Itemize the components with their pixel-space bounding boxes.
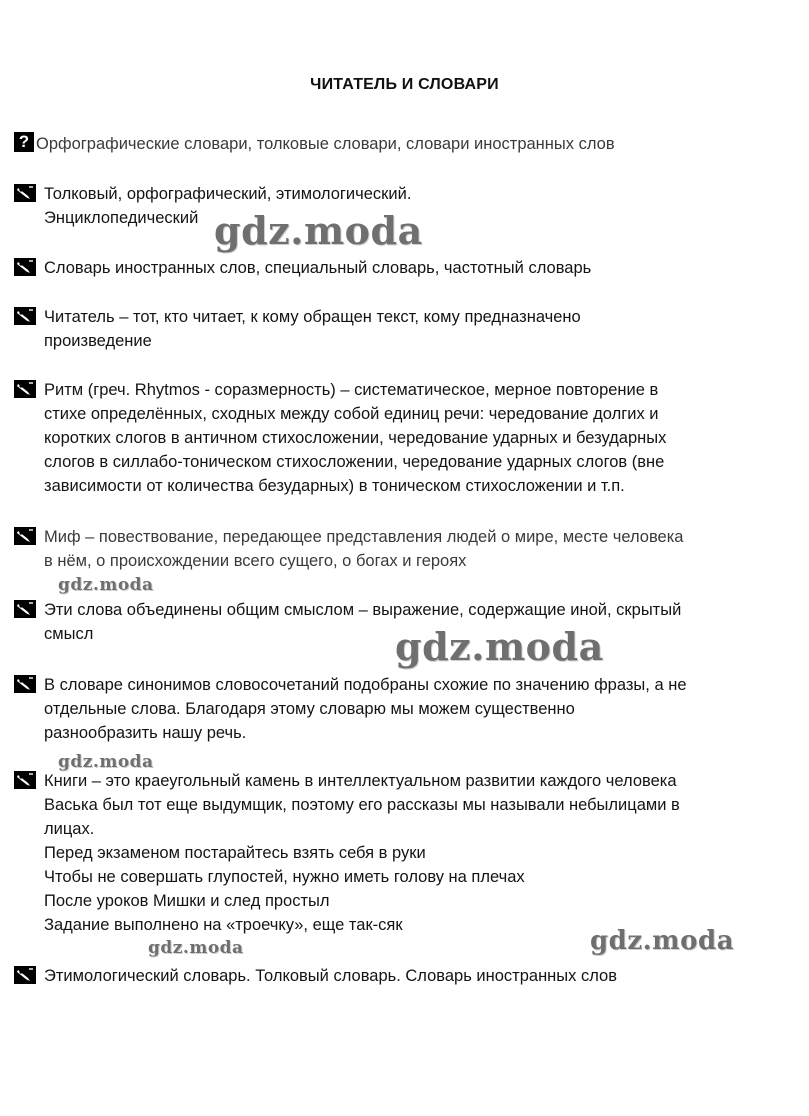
- answer-line: Ритм (греч. Rhytmos - соразмерность) – систематическое, мерное повторение в: [44, 381, 659, 399]
- answer-line: Читатель – тот, кто читает, к кому обращен текст, кому предназначено: [44, 308, 581, 326]
- answer-line: Энциклопедический: [44, 209, 199, 227]
- pencil-icon: [14, 771, 36, 789]
- answer-6: [14, 598, 774, 646]
- question-block: [14, 132, 774, 156]
- answer-line: слогов в силлабо-тоническом стихосложении, чередование ударных слогов (вне: [44, 453, 665, 471]
- answer-9: [14, 964, 774, 988]
- answer-line: в нём, о происхождении всего сущего, о богах и героях: [44, 552, 467, 570]
- answer-line: Чтобы не совершать глупостей, нужно иметь голову на плечах: [44, 868, 525, 886]
- answer-line: разнообразить нашу речь.: [44, 724, 247, 742]
- answer-line: смысл: [44, 625, 94, 643]
- answer-line: Задание выполнено на «троечку», еще так-сяк: [44, 916, 403, 934]
- pencil-icon: [14, 527, 36, 545]
- answer-line: стихе определённых, сходных между собой единиц речи: чередование долгих и: [44, 405, 659, 423]
- answer-line: отдельные слова. Благодаря этому словарю мы можем существенно: [44, 700, 575, 718]
- answer-line: После уроков Мишки и след простыл: [44, 892, 330, 910]
- answer-line: Словарь иностранных слов, специальный словарь, частотный словарь: [44, 259, 592, 277]
- pencil-icon: [14, 258, 36, 276]
- answer-line: Книги – это краеугольный камень в интеллектуальном развитии каждого человека: [44, 772, 677, 790]
- answer-line: Васька был тот еще выдумщик, поэтому его рассказы мы называли небылицами в: [44, 796, 680, 814]
- pencil-icon: [14, 600, 36, 618]
- answer-line: Этимологический словарь. Толковый словарь. Словарь иностранных слов: [44, 967, 617, 985]
- answer-line: Толковый, орфографический, этимологический.: [44, 185, 412, 203]
- answer-line: Эти слова объединены общим смыслом – выражение, содержащие иной, скрытый: [44, 601, 682, 619]
- answer-line: Миф – повествование, передающее представления людей о мире, месте человека: [44, 528, 684, 546]
- question-mark-icon: ?: [14, 132, 34, 152]
- answer-line: лицах.: [44, 820, 95, 838]
- pencil-icon: [14, 380, 36, 398]
- answer-5: [14, 525, 774, 573]
- watermark: gdz.moda: [148, 938, 244, 958]
- page-title: ЧИТАТЕЛЬ И СЛОВАРИ: [310, 76, 499, 93]
- watermark: gdz.moda: [58, 575, 154, 595]
- pencil-icon: [14, 675, 36, 693]
- answer-line: произведение: [44, 332, 152, 350]
- pencil-icon: [14, 307, 36, 325]
- question-line: Орфографические словари, толковые словари, словари иностранных слов: [36, 135, 615, 153]
- answer-line: Перед экзаменом постарайтесь взять себя в руки: [44, 844, 426, 862]
- answer-2: [14, 256, 774, 280]
- answer-line: коротких слогов в античном стихосложении, чередование ударных и безударных: [44, 429, 667, 447]
- answer-7: [14, 673, 774, 745]
- watermark: gdz.moda: [58, 752, 154, 772]
- answer-line: зависимости от количества безударных) в тоническом стихосложении и т.п.: [44, 477, 625, 495]
- watermark: gdz.moda: [214, 208, 423, 253]
- answer-4: [14, 378, 774, 498]
- answer-line: В словаре синонимов словосочетаний подобраны схожие по значению фразы, а не: [44, 676, 687, 694]
- answer-3: [14, 305, 774, 353]
- question-text: [36, 132, 774, 156]
- pencil-icon: [14, 966, 36, 984]
- answer-8: [14, 769, 774, 937]
- pencil-icon: [14, 184, 36, 202]
- watermark: gdz.moda: [590, 926, 735, 956]
- watermark: gdz.moda: [395, 624, 604, 669]
